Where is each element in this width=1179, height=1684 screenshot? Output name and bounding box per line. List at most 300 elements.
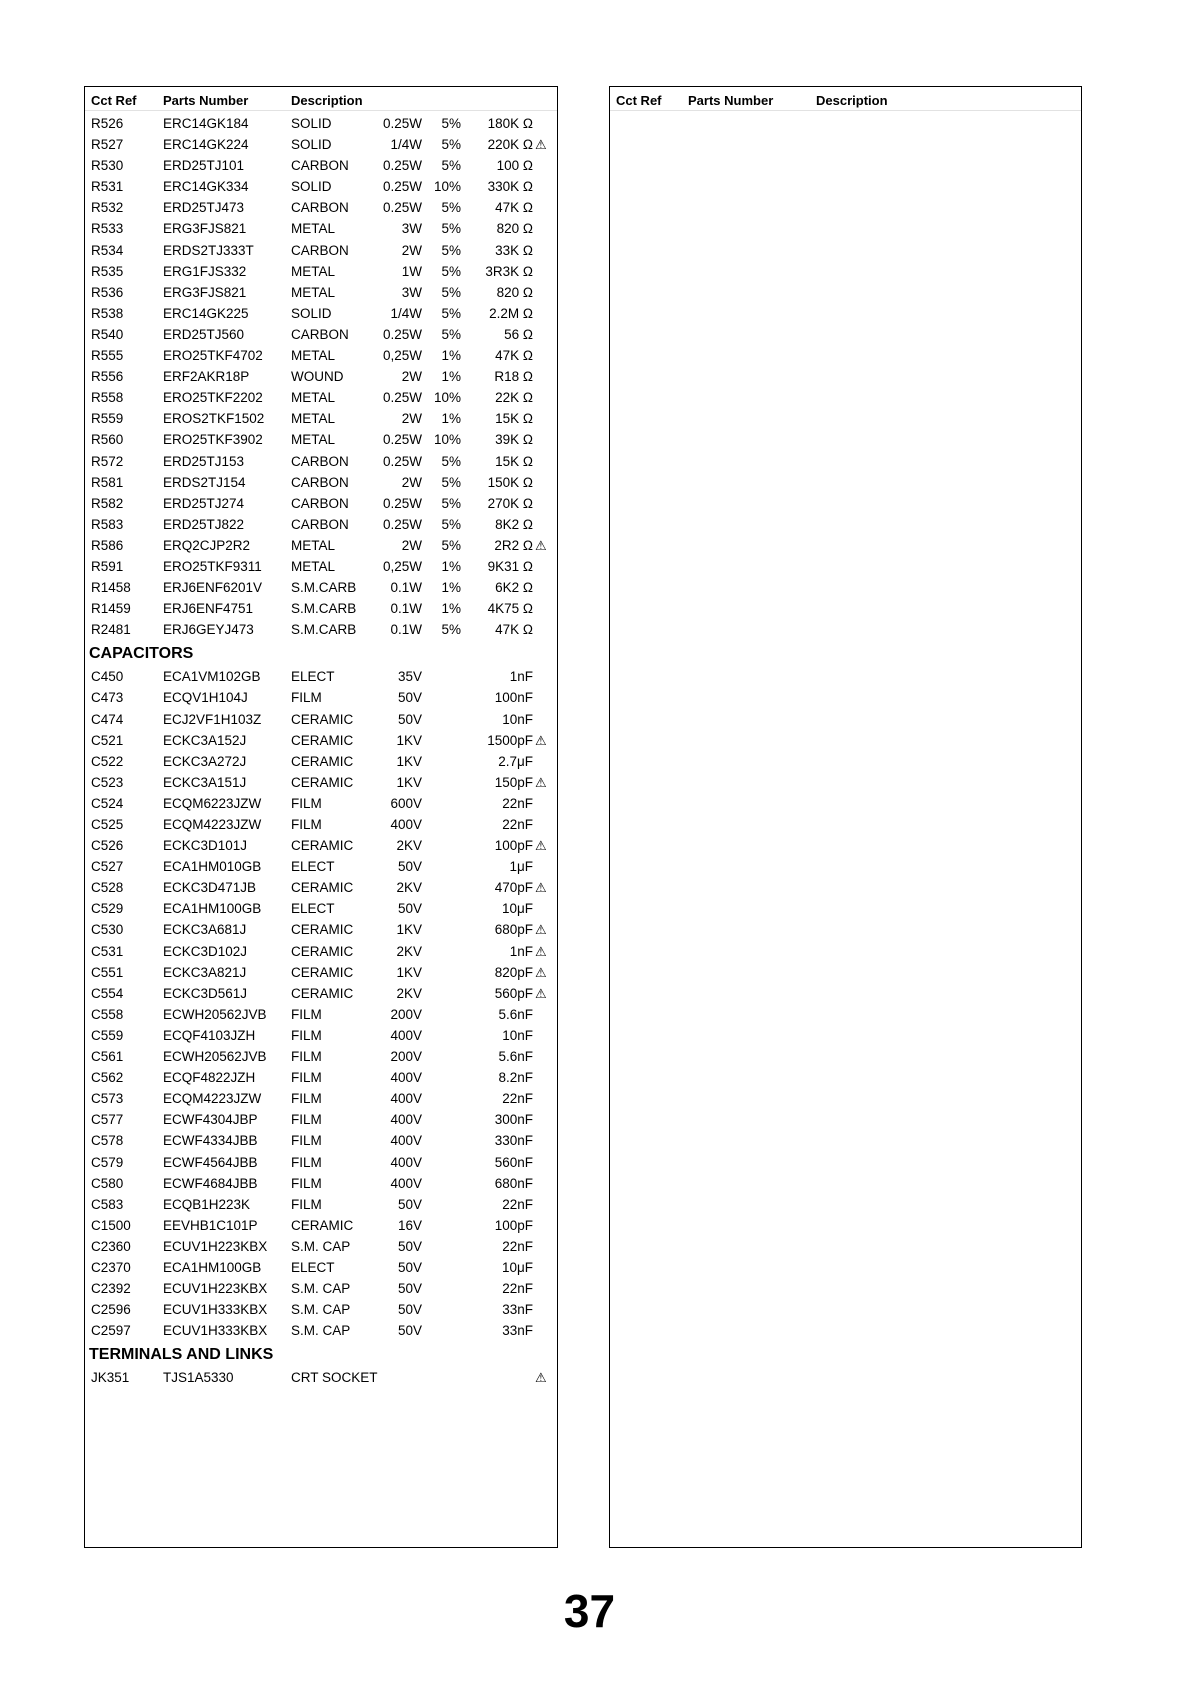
cell-cct-ref: C579 <box>91 1154 124 1170</box>
cell-rating: 35V <box>397 669 422 685</box>
cell-cct-ref: C2392 <box>91 1281 131 1297</box>
cell-description: S.M. CAP <box>291 1281 351 1297</box>
table-row <box>85 815 557 836</box>
cell-rating: 400V <box>390 1112 422 1128</box>
table-row <box>85 262 557 283</box>
cell-cct-ref: C1500 <box>91 1217 131 1233</box>
cell-parts-number: ERD25TJ560 <box>163 326 245 342</box>
cell-description: METAL <box>291 558 336 574</box>
cell-parts-number: ECUV1H333KBX <box>163 1323 268 1339</box>
cell-cct-ref: C551 <box>91 964 124 980</box>
cell-parts-number: ECKC3D471JB <box>163 880 257 896</box>
cell-description: ELECT <box>291 859 335 875</box>
cell-cct-ref: R530 <box>91 158 124 174</box>
cell-description: S.M.CARB <box>291 601 357 617</box>
cell-description: S.M. CAP <box>291 1302 351 1318</box>
table-row <box>85 156 557 177</box>
table-row <box>85 1110 557 1131</box>
cell-description: S.M. CAP <box>291 1323 351 1339</box>
cell-parts-number: ECA1HM010GB <box>163 859 262 875</box>
cell-rating: 0,25W <box>382 348 422 364</box>
cell-value: 1nF <box>509 669 533 685</box>
cell-cct-ref: R582 <box>91 495 124 511</box>
cell-value: 47K Ω <box>495 348 533 364</box>
cell-tolerance: 10% <box>433 179 461 195</box>
cell-value: 820 Ω <box>496 221 533 237</box>
cell-cct-ref: R2481 <box>91 622 131 638</box>
table-row <box>85 304 557 325</box>
cell-description: CARBON <box>291 453 349 469</box>
cell-value: 3R3K Ω <box>485 263 533 279</box>
table-header <box>85 90 557 111</box>
cell-description: ELECT <box>291 1259 335 1275</box>
table-row <box>85 620 557 641</box>
table-row <box>85 494 557 515</box>
cell-value: 10μF <box>501 901 533 917</box>
cell-cct-ref: C524 <box>91 795 124 811</box>
cell-value: 5.6nF <box>498 1006 533 1022</box>
cell-value: 1500pF <box>487 732 533 748</box>
cell-rating: 2KV <box>396 880 422 896</box>
cell-value: 10μF <box>501 1259 533 1275</box>
cell-cct-ref: C531 <box>91 943 124 959</box>
cell-parts-number: ECWF4334JBB <box>163 1133 258 1149</box>
cell-cct-ref: C583 <box>91 1196 124 1212</box>
cell-tolerance: 10% <box>433 390 461 406</box>
table-row <box>85 1131 557 1152</box>
cell-description: CERAMIC <box>291 1217 354 1233</box>
cell-description: CERAMIC <box>291 880 354 896</box>
cell-description: CERAMIC <box>291 774 354 790</box>
cell-parts-number: ECQM4223JZW <box>163 817 262 832</box>
cell-cct-ref: C2360 <box>91 1238 131 1254</box>
table-row <box>85 114 557 135</box>
table-row <box>85 452 557 473</box>
cell-description: CRT SOCKET <box>291 1370 378 1386</box>
cell-cct-ref: C2370 <box>91 1259 131 1275</box>
cell-rating: 400V <box>390 1175 422 1191</box>
cell-tolerance: 1% <box>441 601 461 617</box>
header-description: Description <box>291 93 363 108</box>
cell-parts-number: ECKC3A151J <box>163 774 247 790</box>
cell-parts-number: ECWF4684JBB <box>163 1175 258 1191</box>
table-row <box>85 857 557 878</box>
cell-cct-ref: JK351 <box>91 1370 130 1386</box>
cell-cct-ref: C529 <box>91 901 124 917</box>
header-parts-number: Parts Number <box>688 93 774 108</box>
cell-rating: 2W <box>401 411 422 427</box>
cell-parts-number: ECQF4103JZH <box>163 1027 256 1043</box>
cell-parts-number: ECWF4304JBP <box>163 1112 258 1128</box>
cell-rating: 3W <box>401 221 422 237</box>
cell-parts-number: ECQV1H104J <box>163 690 248 706</box>
cell-parts-number: ECQM6223JZW <box>163 795 262 811</box>
table-row <box>85 773 557 794</box>
cell-value: 15K Ω <box>495 411 533 427</box>
cell-parts-number: ECA1HM100GB <box>163 901 262 917</box>
cell-rating: 1KV <box>396 753 422 769</box>
cell-cct-ref: R583 <box>91 516 124 532</box>
cell-cct-ref: R536 <box>91 284 124 300</box>
table-row <box>85 1321 557 1342</box>
cell-rating: 400V <box>390 1133 422 1149</box>
cell-parts-number: ERC14GK225 <box>163 305 249 321</box>
cell-cct-ref: C521 <box>91 732 124 748</box>
cell-parts-number: ECKC3D101J <box>163 838 248 854</box>
cell-rating: 0.1W <box>390 601 422 617</box>
cell-value: 270K Ω <box>487 495 533 511</box>
cell-cct-ref: R532 <box>91 200 124 216</box>
cell-description: METAL <box>291 221 336 237</box>
cell-cct-ref: R540 <box>91 326 124 342</box>
table-row <box>85 536 557 557</box>
table-row <box>85 578 557 599</box>
safety-warning-icon: ⚠ <box>535 537 547 553</box>
cell-rating: 400V <box>390 817 422 832</box>
cell-rating: 50V <box>397 711 422 727</box>
cell-parts-number: ERQ2CJP2R2 <box>163 537 251 553</box>
cell-value: 4K75 Ω <box>487 601 533 617</box>
cell-cct-ref: C577 <box>91 1112 124 1128</box>
cell-value: 2.2M Ω <box>489 305 533 321</box>
cell-rating: 2W <box>401 474 422 490</box>
left-parts-table <box>84 86 558 1548</box>
safety-warning-icon: ⚠ <box>535 137 547 153</box>
cell-rating: 0.25W <box>382 179 422 195</box>
cell-parts-number: ERC14GK334 <box>163 179 249 195</box>
cell-value: 560nF <box>494 1154 533 1170</box>
cell-parts-number: ECQM4223JZW <box>163 1091 262 1107</box>
cell-cct-ref: C554 <box>91 985 124 1001</box>
table-row <box>85 198 557 219</box>
cell-description: FILM <box>291 1154 322 1170</box>
cell-rating: 0.1W <box>390 580 422 596</box>
safety-warning-icon: ⚠ <box>535 774 547 790</box>
table-row <box>85 346 557 367</box>
cell-cct-ref: R1458 <box>91 580 131 596</box>
cell-description: CARBON <box>291 200 349 216</box>
cell-parts-number: ERG3FJS821 <box>163 284 247 300</box>
cell-rating: 1KV <box>396 774 422 790</box>
cell-tolerance: 5% <box>441 326 461 342</box>
cell-parts-number: ERO25TKF2202 <box>163 390 263 406</box>
cell-value: 1nF <box>509 943 533 959</box>
cell-rating: 1KV <box>396 732 422 748</box>
cell-description: S.M.CARB <box>291 580 357 596</box>
cell-description: CERAMIC <box>291 922 354 938</box>
cell-value: 5.6nF <box>498 1049 533 1065</box>
cell-value: 180K Ω <box>487 116 533 131</box>
cell-parts-number: ECKC3D102J <box>163 943 248 959</box>
cell-rating: 0.25W <box>382 158 422 174</box>
cell-description: WOUND <box>291 369 344 385</box>
table-row <box>85 1216 557 1237</box>
table-row <box>85 1068 557 1089</box>
table-row <box>85 367 557 388</box>
cell-parts-number: ERD25TJ101 <box>163 158 245 174</box>
cell-value: 22nF <box>502 1091 533 1107</box>
table-row <box>85 1279 557 1300</box>
cell-value: 150K Ω <box>487 474 533 490</box>
cell-description: METAL <box>291 411 336 427</box>
cell-cct-ref: C559 <box>91 1027 124 1043</box>
cell-description: SOLID <box>291 305 332 321</box>
table-row <box>85 1300 557 1321</box>
cell-value: 22nF <box>502 1238 533 1254</box>
cell-rating: 50V <box>397 1238 422 1254</box>
cell-value: 9K31 Ω <box>487 558 533 574</box>
cell-cct-ref: R560 <box>91 432 124 448</box>
table-row <box>85 794 557 815</box>
cell-tolerance: 5% <box>441 158 461 174</box>
table-row <box>85 135 557 156</box>
table-row <box>85 942 557 963</box>
cell-rating: 0.25W <box>382 495 422 511</box>
safety-warning-icon: ⚠ <box>535 943 547 959</box>
cell-tolerance: 1% <box>441 348 461 364</box>
table-row <box>85 1047 557 1068</box>
cell-value: 1μF <box>509 859 533 875</box>
table-row <box>85 219 557 240</box>
cell-cct-ref: R556 <box>91 369 124 385</box>
safety-warning-icon: ⚠ <box>535 922 547 938</box>
cell-parts-number: ERD25TJ473 <box>163 200 245 216</box>
cell-cct-ref: R534 <box>91 242 124 258</box>
header-description: Description <box>816 93 888 108</box>
cell-value: 300nF <box>494 1112 533 1128</box>
cell-cct-ref: R526 <box>91 116 124 131</box>
cell-parts-number: ECA1VM102GB <box>163 669 261 685</box>
cell-cct-ref: R533 <box>91 221 124 237</box>
cell-rating: 16V <box>397 1217 422 1233</box>
cell-parts-number: ERG1FJS332 <box>163 263 247 279</box>
cell-parts-number: ERJ6GEYJ473 <box>163 622 254 638</box>
cell-value: 22nF <box>502 1281 533 1297</box>
cell-rating: 400V <box>390 1154 422 1170</box>
cell-value: 6K2 Ω <box>495 580 533 596</box>
cell-tolerance: 5% <box>441 474 461 490</box>
cell-description: CERAMIC <box>291 711 354 727</box>
cell-value: 470pF <box>494 880 533 896</box>
cell-parts-number: ECKC3A272J <box>163 753 247 769</box>
cell-cct-ref: C528 <box>91 880 124 896</box>
cell-rating: 2KV <box>396 838 422 854</box>
cell-value: 820pF <box>494 964 533 980</box>
cell-value: 8.2nF <box>498 1070 533 1086</box>
cell-description: METAL <box>291 390 336 406</box>
right-parts-table <box>609 86 1082 1548</box>
cell-parts-number: ERC14GK184 <box>163 116 249 131</box>
cell-description: CERAMIC <box>291 838 354 854</box>
cell-description: CERAMIC <box>291 964 354 980</box>
cell-tolerance: 1% <box>441 580 461 596</box>
cell-parts-number: ECA1HM100GB <box>163 1259 262 1275</box>
cell-description: CARBON <box>291 326 349 342</box>
cell-rating: 0.25W <box>382 200 422 216</box>
cell-parts-number: EROS2TKF1502 <box>163 411 265 427</box>
cell-value: 100pF <box>494 838 533 854</box>
cell-cct-ref: C523 <box>91 774 124 790</box>
cell-description: METAL <box>291 263 336 279</box>
cell-description: CARBON <box>291 516 349 532</box>
cell-value: 560pF <box>494 985 533 1001</box>
cell-rating: 2W <box>401 242 422 258</box>
table-row <box>85 920 557 941</box>
cell-description: METAL <box>291 537 336 553</box>
cell-value: 15K Ω <box>495 453 533 469</box>
cell-parts-number: ECWH20562JVB <box>163 1049 267 1065</box>
cell-cct-ref: R558 <box>91 390 124 406</box>
cell-description: ELECT <box>291 901 335 917</box>
cell-rating: 50V <box>397 1323 422 1339</box>
cell-rating: 50V <box>397 1281 422 1297</box>
table-row <box>85 409 557 430</box>
cell-cct-ref: R527 <box>91 137 124 153</box>
cell-parts-number: ERDS2TJ154 <box>163 474 246 490</box>
cell-rating: 50V <box>397 1259 422 1275</box>
table-row <box>85 599 557 620</box>
cell-cct-ref: R555 <box>91 348 124 364</box>
cell-rating: 0.25W <box>382 432 422 448</box>
cell-description: CERAMIC <box>291 732 354 748</box>
cell-description: FILM <box>291 1070 322 1086</box>
table-row <box>85 752 557 773</box>
cell-value: 150pF <box>494 774 533 790</box>
cell-cct-ref: C561 <box>91 1049 124 1065</box>
cell-value: 39K Ω <box>495 432 533 448</box>
page-number: 37 <box>563 1585 616 1637</box>
cell-value: 100nF <box>494 690 533 706</box>
cell-cct-ref: C562 <box>91 1070 124 1086</box>
table-row <box>85 515 557 536</box>
cell-tolerance: 1% <box>441 558 461 574</box>
cell-description: FILM <box>291 1091 322 1107</box>
cell-description: FILM <box>291 690 322 706</box>
section-title: CAPACITORS <box>89 645 194 663</box>
table-row <box>85 1174 557 1195</box>
table-row <box>85 473 557 494</box>
cell-description: SOLID <box>291 179 332 195</box>
cell-rating: 0.25W <box>382 453 422 469</box>
table-row <box>85 1089 557 1110</box>
cell-rating: 50V <box>397 1302 422 1318</box>
cell-rating: 0.25W <box>382 516 422 532</box>
cell-tolerance: 5% <box>441 263 461 279</box>
cell-description: ELECT <box>291 669 335 685</box>
cell-parts-number: ERJ6ENF6201V <box>163 580 263 596</box>
cell-description: S.M. CAP <box>291 1238 351 1254</box>
cell-parts-number: ECUV1H223KBX <box>163 1238 268 1254</box>
section-title: TERMINALS AND LINKS <box>89 1346 274 1364</box>
cell-tolerance: 1% <box>441 411 461 427</box>
cell-parts-number: ERD25TJ153 <box>163 453 245 469</box>
cell-value: 680pF <box>494 922 533 938</box>
cell-parts-number: ECQB1H223K <box>163 1196 251 1212</box>
safety-warning-icon: ⚠ <box>535 964 547 980</box>
cell-value: 22nF <box>502 795 533 811</box>
cell-rating: 200V <box>390 1006 422 1022</box>
cell-cct-ref: C526 <box>91 838 124 854</box>
cell-rating: 1/4W <box>390 305 422 321</box>
cell-tolerance: 5% <box>441 116 461 131</box>
cell-rating: 0.25W <box>382 326 422 342</box>
cell-rating: 2KV <box>396 985 422 1001</box>
table-header <box>610 90 1081 111</box>
cell-value: 820 Ω <box>496 284 533 300</box>
cell-description: FILM <box>291 1175 322 1191</box>
cell-rating: 400V <box>390 1091 422 1107</box>
cell-cct-ref: C450 <box>91 669 124 685</box>
cell-value: 330nF <box>494 1133 533 1149</box>
cell-value: 47K Ω <box>495 622 533 638</box>
table-row <box>85 836 557 857</box>
cell-cct-ref: R1459 <box>91 601 131 617</box>
table-row <box>85 688 557 709</box>
cell-cct-ref: R538 <box>91 305 124 321</box>
cell-parts-number: ECWH20562JVB <box>163 1006 267 1022</box>
cell-parts-number: ECKC3A821J <box>163 964 247 980</box>
cell-rating: 400V <box>390 1027 422 1043</box>
cell-description: CARBON <box>291 158 349 174</box>
cell-value: 2R2 Ω <box>494 537 533 553</box>
cell-parts-number: EEVHB1C101P <box>163 1217 258 1233</box>
cell-value: 33K Ω <box>495 242 533 258</box>
cell-parts-number: ECUV1H223KBX <box>163 1281 268 1297</box>
cell-description: S.M.CARB <box>291 622 357 638</box>
cell-rating: 2W <box>401 537 422 553</box>
table-row <box>85 1195 557 1216</box>
cell-value: 330K Ω <box>487 179 533 195</box>
cell-value: 56 Ω <box>504 326 533 342</box>
cell-rating: 1/4W <box>390 137 422 153</box>
cell-parts-number: ERDS2TJ333T <box>163 242 254 258</box>
cell-parts-number: ECKC3A152J <box>163 732 247 748</box>
cell-tolerance: 5% <box>441 453 461 469</box>
cell-cct-ref: C530 <box>91 922 124 938</box>
cell-rating: 600V <box>390 795 422 811</box>
cell-cct-ref: C2596 <box>91 1302 131 1318</box>
cell-tolerance: 5% <box>441 284 461 300</box>
cell-cct-ref: R581 <box>91 474 124 490</box>
cell-rating: 0.1W <box>390 622 422 638</box>
cell-parts-number: ECKC3A681J <box>163 922 247 938</box>
cell-tolerance: 5% <box>441 516 461 532</box>
cell-rating: 50V <box>397 1196 422 1212</box>
table-row <box>85 177 557 198</box>
cell-rating: 50V <box>397 690 422 706</box>
safety-warning-icon: ⚠ <box>535 732 547 748</box>
cell-value: 8K2 Ω <box>495 516 533 532</box>
section-heading <box>85 641 557 667</box>
table-row <box>85 241 557 262</box>
cell-parts-number: ECJ2VF1H103Z <box>163 711 262 727</box>
table-row <box>85 1005 557 1026</box>
cell-cct-ref: C2597 <box>91 1323 131 1339</box>
cell-description: FILM <box>291 1196 322 1212</box>
cell-rating: 200V <box>390 1049 422 1065</box>
table-row <box>85 710 557 731</box>
table-row <box>85 283 557 304</box>
cell-parts-number: TJS1A5330 <box>163 1370 234 1386</box>
cell-description: SOLID <box>291 137 332 153</box>
table-row <box>85 984 557 1005</box>
cell-value: 2.7μF <box>498 753 533 769</box>
table-row <box>85 667 557 688</box>
cell-tolerance: 5% <box>441 622 461 638</box>
cell-rating: 1KV <box>396 964 422 980</box>
cell-value: 22K Ω <box>495 390 533 406</box>
cell-parts-number: ECQF4822JZH <box>163 1070 256 1086</box>
